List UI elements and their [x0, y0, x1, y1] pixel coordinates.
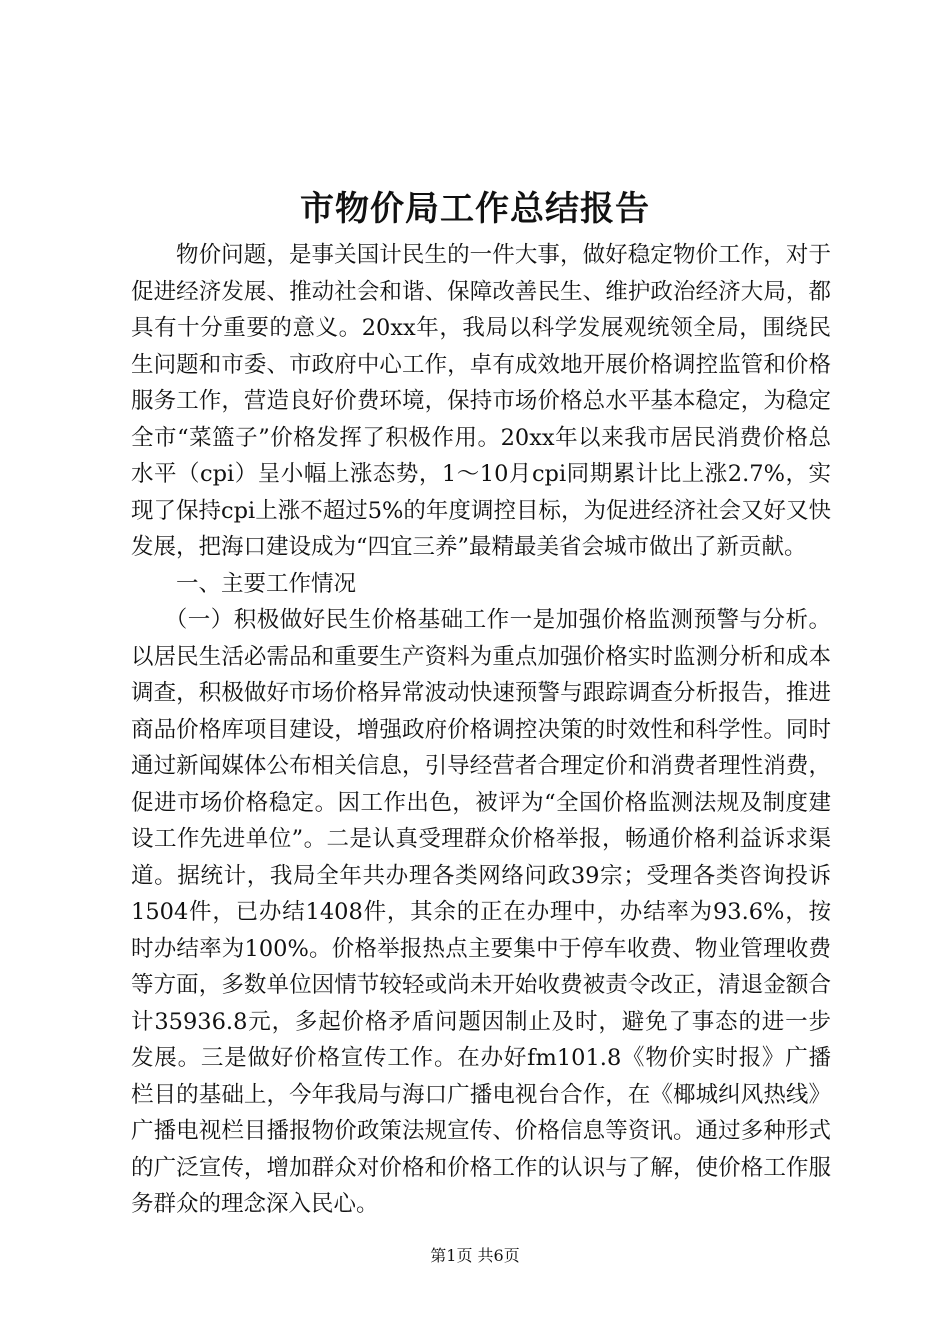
document-body [131, 237, 831, 1223]
subsection-paragraph: （一）积极做好民生价格基础工作一是加强价格监测预警与分析。以居民生活必需品和重要生产资料为重点加强价格实时监测分析和成本调查，积极做好市场价格异常波动快速预警与跟踪调查分析报告，推进商品价格库项目建设，增强政府价格调控决策的时效性和科学性。同时通过新闻媒体公布相关信息，引导经营者合理定价和消费者理性消费，促进市场价格稳定。因工作出色，被评为“全国价格监测法规及制度建设工作先进单位”。二是认真受理群众价格举报，畅通价格利益诉求渠道。据统计，我局全年共办理各类网络问政39宗；受理各类咨询投诉1504件，已办结1408件，其余的正在办理中，办结率为93.6%，按时办结率为100%。价格举报热点主要集中于停车收费、物业管理收费等方面，多数单位因情节较轻或尚未开始收费被责令改正，清退金额合计35936.8元，多起价格矛盾问题因制止及时，避免了事态的进一步发展。三是做好价格宣传工作。在办好fm101.8《物价实时报》广播栏目的基础上，今年我局与海口广播电视台合作，在《椰城纠风热线》广播电视栏目播报物价政策法规宣传、价格信息等资讯。通过多种形式的广泛宣传，增加群众对价格和价格工作的认识与了解，使价格工作服务群众的理念深入民心。 [131, 607, 831, 1217]
document-title: 市物价局工作总结报告 [300, 189, 650, 229]
page-footer: 第1页 共6页 [430, 1246, 520, 1265]
section-heading: 一、主要工作情况 [176, 570, 357, 597]
intro-paragraph: 物价问题，是事关国计民生的一件大事，做好稳定物价工作，对于促进经济发展、推动社会和谐、保障改善民生、维护政治经济大局，都具有十分重要的意义。20xx年，我局以科学发展观统领全局，围绕民生问题和市委、市政府中心工作，卓有成效地开展价格调控监管和价格服务工作，营造良好价费环境，保持市场价格总水平基本稳定，为稳定全市“菜篮子”价格发挥了积极作用。20xx年以来我市居民消费价格总水平（cpi）呈小幅上涨态势，1～10月cpi同期累计比上涨2.7%，实现了保持cpi上涨不超过5%的年度调控目标，为促进经济社会又好又快发展，把海口建设成为“四宜三养”最精最美省会城市做出了新贡献。 [131, 242, 831, 560]
